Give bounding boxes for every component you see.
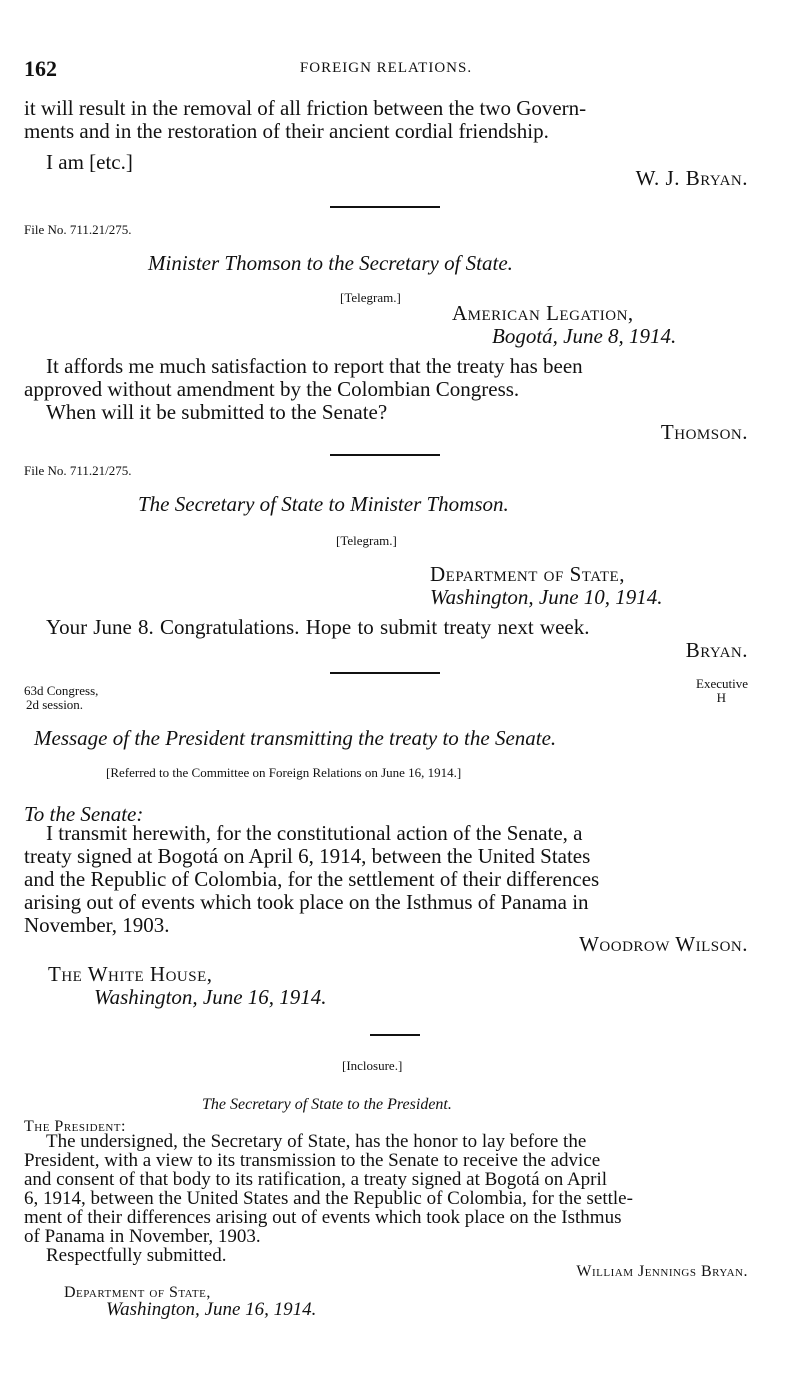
letter-title: The Secretary of State to the President.: [202, 1096, 452, 1113]
paragraph-line: November, 1903.: [24, 913, 170, 937]
paragraph-line: Your June 8. Congratulations. Hope to submit treaty next week.: [46, 615, 590, 639]
document-type: Executive: [696, 676, 748, 691]
paragraph-line: arising out of events which took place on the Isthmus of Panama in: [24, 890, 589, 914]
paragraph-line: approved without amendment by the Colombian Congress.: [24, 377, 520, 401]
paragraph-line: and consent of that body to its ratification, a treaty signed at Bogotá on April: [24, 1169, 608, 1190]
signature: Bryan.: [685, 638, 748, 662]
paragraph-line: I transmit herewith, for the constitutional action of the Senate, a: [46, 821, 583, 845]
document-tag: [Telegram.]: [340, 290, 401, 305]
place-date: Washington, June 10, 1914.: [430, 585, 663, 609]
sender-address: The White House,: [48, 962, 213, 986]
paragraph-line: When will it be submitted to the Senate?: [46, 400, 388, 424]
sender-address: Department of State,: [430, 562, 625, 586]
paragraph-line: It affords me much satisfaction to report that the treaty has been: [46, 354, 583, 378]
salutation: To the Senate:: [24, 802, 144, 826]
paragraph-line: ments and in the restoration of their ancient cordial friendship.: [24, 119, 549, 143]
paragraph-line: treaty signed at Bogotá on April 6, 1914, between the United States: [24, 844, 591, 868]
paragraph-line: and the Republic of Colombia, for the settlement of their differences: [24, 867, 600, 891]
paragraph-line: The undersigned, the Secretary of State, has the honor to lay before the: [46, 1131, 587, 1152]
session-label: 2d session.: [26, 697, 84, 712]
signature: Thomson.: [660, 420, 748, 444]
document-tag: [Telegram.]: [336, 533, 397, 548]
paragraph-line: President, with a view to its transmission to the Senate to receive the advice: [24, 1150, 601, 1171]
file-number: File No. 711.21/275.: [24, 222, 132, 237]
signature: Woodrow Wilson.: [579, 932, 748, 956]
sender-address: American Legation,: [452, 301, 634, 325]
signature: W. J. Bryan.: [635, 166, 748, 190]
document-page: [24, 0, 748, 1380]
paragraph-line: it will result in the removal of all friction between the two Govern-: [24, 96, 587, 120]
place-date: Washington, June 16, 1914.: [106, 1299, 317, 1320]
place-date: Bogotá, June 8, 1914.: [492, 324, 677, 348]
paragraph-line: ment of their differences arising out of events which took place on the Isthmus: [24, 1207, 622, 1228]
letter-title: Message of the President transmitting the treaty to the Senate.: [34, 726, 557, 750]
document-tag: [Inclosure.]: [342, 1058, 403, 1073]
file-number: File No. 711.21/275.: [24, 463, 132, 478]
closing: Respectfully submitted.: [46, 1245, 227, 1266]
sender-address: Department of State,: [64, 1284, 211, 1301]
closing: I am [etc.]: [46, 150, 133, 174]
signature: William Jennings Bryan.: [576, 1263, 748, 1280]
section-divider: [370, 1034, 420, 1036]
section-divider: [330, 206, 440, 208]
letter-title: Minister Thomson to the Secretary of State.: [148, 251, 513, 275]
page-number: 162: [24, 56, 57, 81]
place-date: Washington, June 16, 1914.: [94, 985, 327, 1009]
paragraph-line: of Panama in November, 1903.: [24, 1226, 261, 1247]
section-divider: [330, 454, 440, 456]
letter-title: The Secretary of State to Minister Thomson.: [138, 492, 509, 516]
referral-note: [Referred to the Committee on Foreign Relations on June 16, 1914.]: [106, 765, 462, 780]
document-letter: H: [716, 690, 726, 705]
paragraph-line: 6, 1914, between the United States and the Republic of Colombia, for the settle-: [24, 1188, 633, 1209]
running-head: FOREIGN RELATIONS.: [299, 60, 473, 76]
congress-label: 63d Congress,: [24, 683, 99, 698]
section-divider: [330, 672, 440, 674]
salutation: The President:: [24, 1118, 126, 1135]
